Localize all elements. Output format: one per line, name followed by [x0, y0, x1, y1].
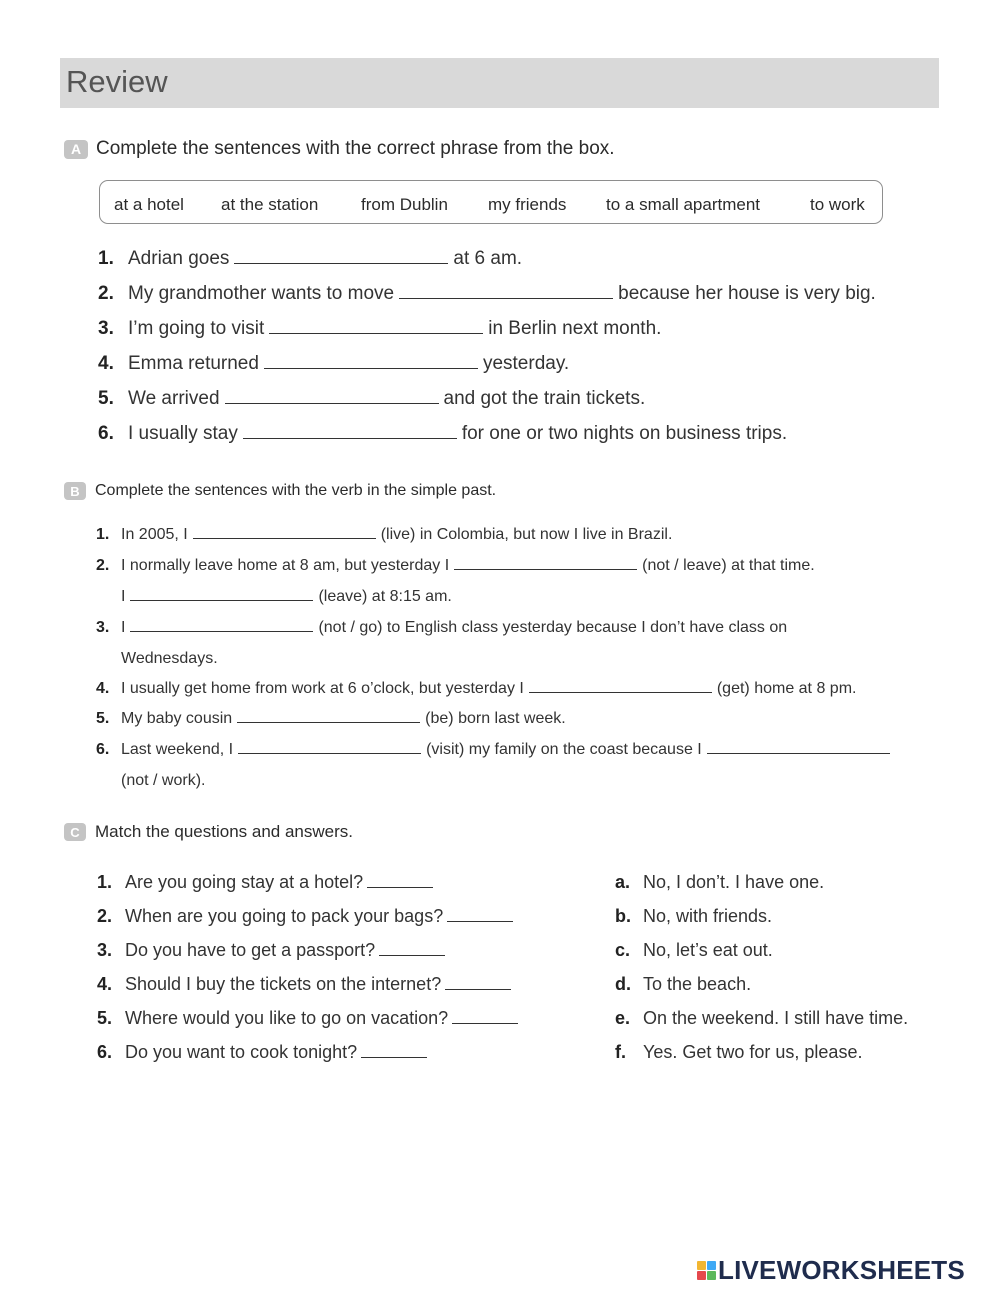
answer-blank[interactable] — [243, 426, 457, 439]
item-text-before: My baby cousin — [121, 710, 233, 727]
question-text: When are you going to pack your bags? — [125, 906, 444, 926]
item-text-after: because her house is very big. — [618, 283, 876, 304]
answer-item — [615, 872, 824, 893]
answer-text: To the beach. — [643, 974, 752, 994]
section-a-item — [98, 353, 569, 375]
answer-blank[interactable] — [707, 741, 890, 754]
item-number: 6. — [97, 1042, 113, 1062]
answer-blank[interactable] — [269, 321, 483, 334]
answer-blank[interactable] — [234, 251, 448, 264]
item-text-before: I normally leave home at 8 am, but yesterday I — [121, 557, 450, 574]
item-number: 1. — [96, 526, 110, 543]
item-text-before: Adrian goes — [128, 248, 230, 269]
answer-blank[interactable] — [454, 557, 637, 570]
word-box-item: at the station — [221, 195, 319, 214]
item-number: 4. — [96, 680, 110, 697]
logo-square — [707, 1261, 716, 1270]
answer-blank[interactable] — [193, 526, 376, 539]
item-number: 2. — [96, 557, 110, 574]
question-item — [97, 1042, 432, 1063]
section-a-header — [64, 138, 615, 160]
question-item — [97, 974, 516, 995]
item-text-after: in Berlin next month. — [488, 318, 662, 339]
section-b-instruction: Complete the sentences with the verb in the simple past. — [95, 482, 497, 499]
answer-blank[interactable] — [130, 619, 313, 632]
logo-square — [707, 1271, 716, 1280]
item-text-before: I — [121, 619, 126, 636]
item-text-before: Last weekend, I — [121, 741, 234, 758]
match-blank[interactable] — [445, 977, 511, 990]
answer-text: No, with friends. — [643, 906, 773, 926]
item-number: 2. — [97, 906, 113, 926]
item-text-before: I usually get home from work at 6 o’clock, but yesterday I — [121, 680, 524, 697]
item-number: 6. — [98, 423, 114, 444]
item-text-after: and got the train tickets. — [443, 388, 646, 409]
section-b-item — [96, 557, 815, 575]
section-b-item-continued — [121, 588, 452, 606]
section-b-item — [96, 526, 672, 544]
section-a-item — [98, 423, 787, 445]
word-box — [99, 180, 883, 224]
item-text-before: In 2005, I — [121, 526, 188, 543]
item-text-before: We arrived — [128, 388, 220, 409]
answer-blank[interactable] — [264, 356, 478, 369]
item-number: 4. — [98, 353, 114, 374]
section-b-item — [96, 619, 787, 637]
answer-letter: b. — [615, 906, 631, 926]
question-text: Are you going stay at a hotel? — [125, 872, 364, 892]
item-text-after: at 6 am. — [453, 248, 523, 269]
answer-item — [615, 1008, 908, 1029]
section-b-item — [96, 710, 566, 728]
item-number: 1. — [98, 248, 114, 269]
question-text: Do you have to get a passport? — [125, 940, 376, 960]
question-text: Where would you like to go on vacation? — [125, 1008, 449, 1028]
title-bar — [60, 58, 939, 108]
question-text: Should I buy the tickets on the internet? — [125, 974, 442, 994]
item-text-after: for one or two nights on business trips. — [461, 423, 788, 444]
item-number: 5. — [96, 710, 110, 727]
section-b-badge: B — [64, 482, 86, 500]
answer-text: No, let’s eat out. — [643, 940, 773, 960]
item-text-after: yesterday. — [482, 353, 570, 374]
item-text-before: My grandmother wants to move — [128, 283, 395, 304]
section-b-item — [96, 741, 895, 759]
answer-blank[interactable] — [237, 710, 420, 723]
item-number: 5. — [98, 388, 114, 409]
answer-text: No, I don’t. I have one. — [643, 872, 825, 892]
page-title: Review — [66, 64, 168, 99]
section-c-badge: C — [64, 823, 86, 841]
word-box-item: at a hotel — [114, 195, 184, 214]
item-text-after: (leave) at 8:15 am. — [318, 588, 452, 605]
answer-letter: e. — [615, 1008, 631, 1028]
answer-item — [615, 940, 773, 961]
item-number: 3. — [97, 940, 113, 960]
word-box-item: to a small apartment — [606, 195, 761, 214]
section-b-item-continued: Wednesdays. — [121, 650, 218, 667]
match-blank[interactable] — [361, 1045, 427, 1058]
answer-letter: c. — [615, 940, 631, 960]
section-a-instruction: Complete the sentences with the correct phrase from the box. — [96, 138, 615, 159]
item-number: 5. — [97, 1008, 113, 1028]
answer-letter: d. — [615, 974, 631, 994]
item-text-before: Emma returned — [128, 353, 259, 374]
section-c-instruction: Match the questions and answers. — [95, 822, 353, 841]
logo-square — [697, 1271, 706, 1280]
match-blank[interactable] — [367, 875, 433, 888]
question-item — [97, 906, 518, 927]
match-blank[interactable] — [447, 909, 513, 922]
section-b-header — [64, 482, 496, 500]
match-blank[interactable] — [379, 943, 445, 956]
section-b-item — [96, 680, 856, 698]
section-a-item — [98, 283, 876, 305]
answer-blank[interactable] — [399, 286, 613, 299]
item-text-after: (get) home at 8 pm. — [716, 680, 857, 697]
item-text-middle: (visit) my family on the coast because I — [426, 741, 702, 758]
liveworksheets-logo — [697, 1255, 965, 1286]
match-blank[interactable] — [452, 1011, 518, 1024]
item-text-after: (be) born last week. — [425, 710, 566, 727]
answer-item — [615, 974, 751, 995]
item-text-after: (live) in Colombia, but now I live in Brazil. — [380, 526, 673, 543]
answer-blank[interactable] — [529, 680, 712, 693]
section-a-item — [98, 318, 661, 340]
answer-text: On the weekend. I still have time. — [643, 1008, 909, 1028]
item-number: 2. — [98, 283, 114, 304]
question-item — [97, 1008, 523, 1029]
item-text-after: (not / go) to English class yesterday because I don’t have class on — [318, 619, 788, 636]
section-a-item — [98, 388, 645, 410]
question-item — [97, 940, 450, 961]
answer-blank[interactable] — [225, 391, 439, 404]
item-text-before: I’m going to visit — [128, 318, 265, 339]
word-box-item: from Dublin — [361, 195, 448, 214]
item-text-after: (not / leave) at that time. — [642, 557, 815, 574]
section-a-badge: A — [64, 140, 88, 159]
section-b-item-continued: (not / work). — [121, 772, 206, 789]
answer-letter: f. — [615, 1042, 626, 1062]
section-a-item — [98, 248, 522, 270]
answer-blank[interactable] — [130, 588, 313, 601]
answer-text: Yes. Get two for us, please. — [643, 1042, 863, 1062]
logo-icon — [697, 1261, 716, 1280]
answer-blank[interactable] — [238, 741, 421, 754]
answer-letter: a. — [615, 872, 631, 892]
item-number: 3. — [98, 318, 114, 339]
item-number: 4. — [97, 974, 113, 994]
logo-square — [697, 1261, 706, 1270]
logo-wordmark: LIVEWORKSHEETS — [718, 1255, 965, 1285]
question-text: Do you want to cook tonight? — [125, 1042, 358, 1062]
item-text-before: I — [121, 588, 126, 605]
word-box-item: to work — [810, 195, 865, 214]
item-number: 6. — [96, 741, 110, 758]
answer-item — [615, 1042, 862, 1063]
question-item — [97, 872, 438, 893]
section-c-header — [64, 822, 353, 842]
item-number: 3. — [96, 619, 110, 636]
item-text-before: I usually stay — [128, 423, 238, 444]
item-number: 1. — [97, 872, 113, 892]
word-box-item: my friends — [488, 195, 567, 214]
answer-item — [615, 906, 772, 927]
